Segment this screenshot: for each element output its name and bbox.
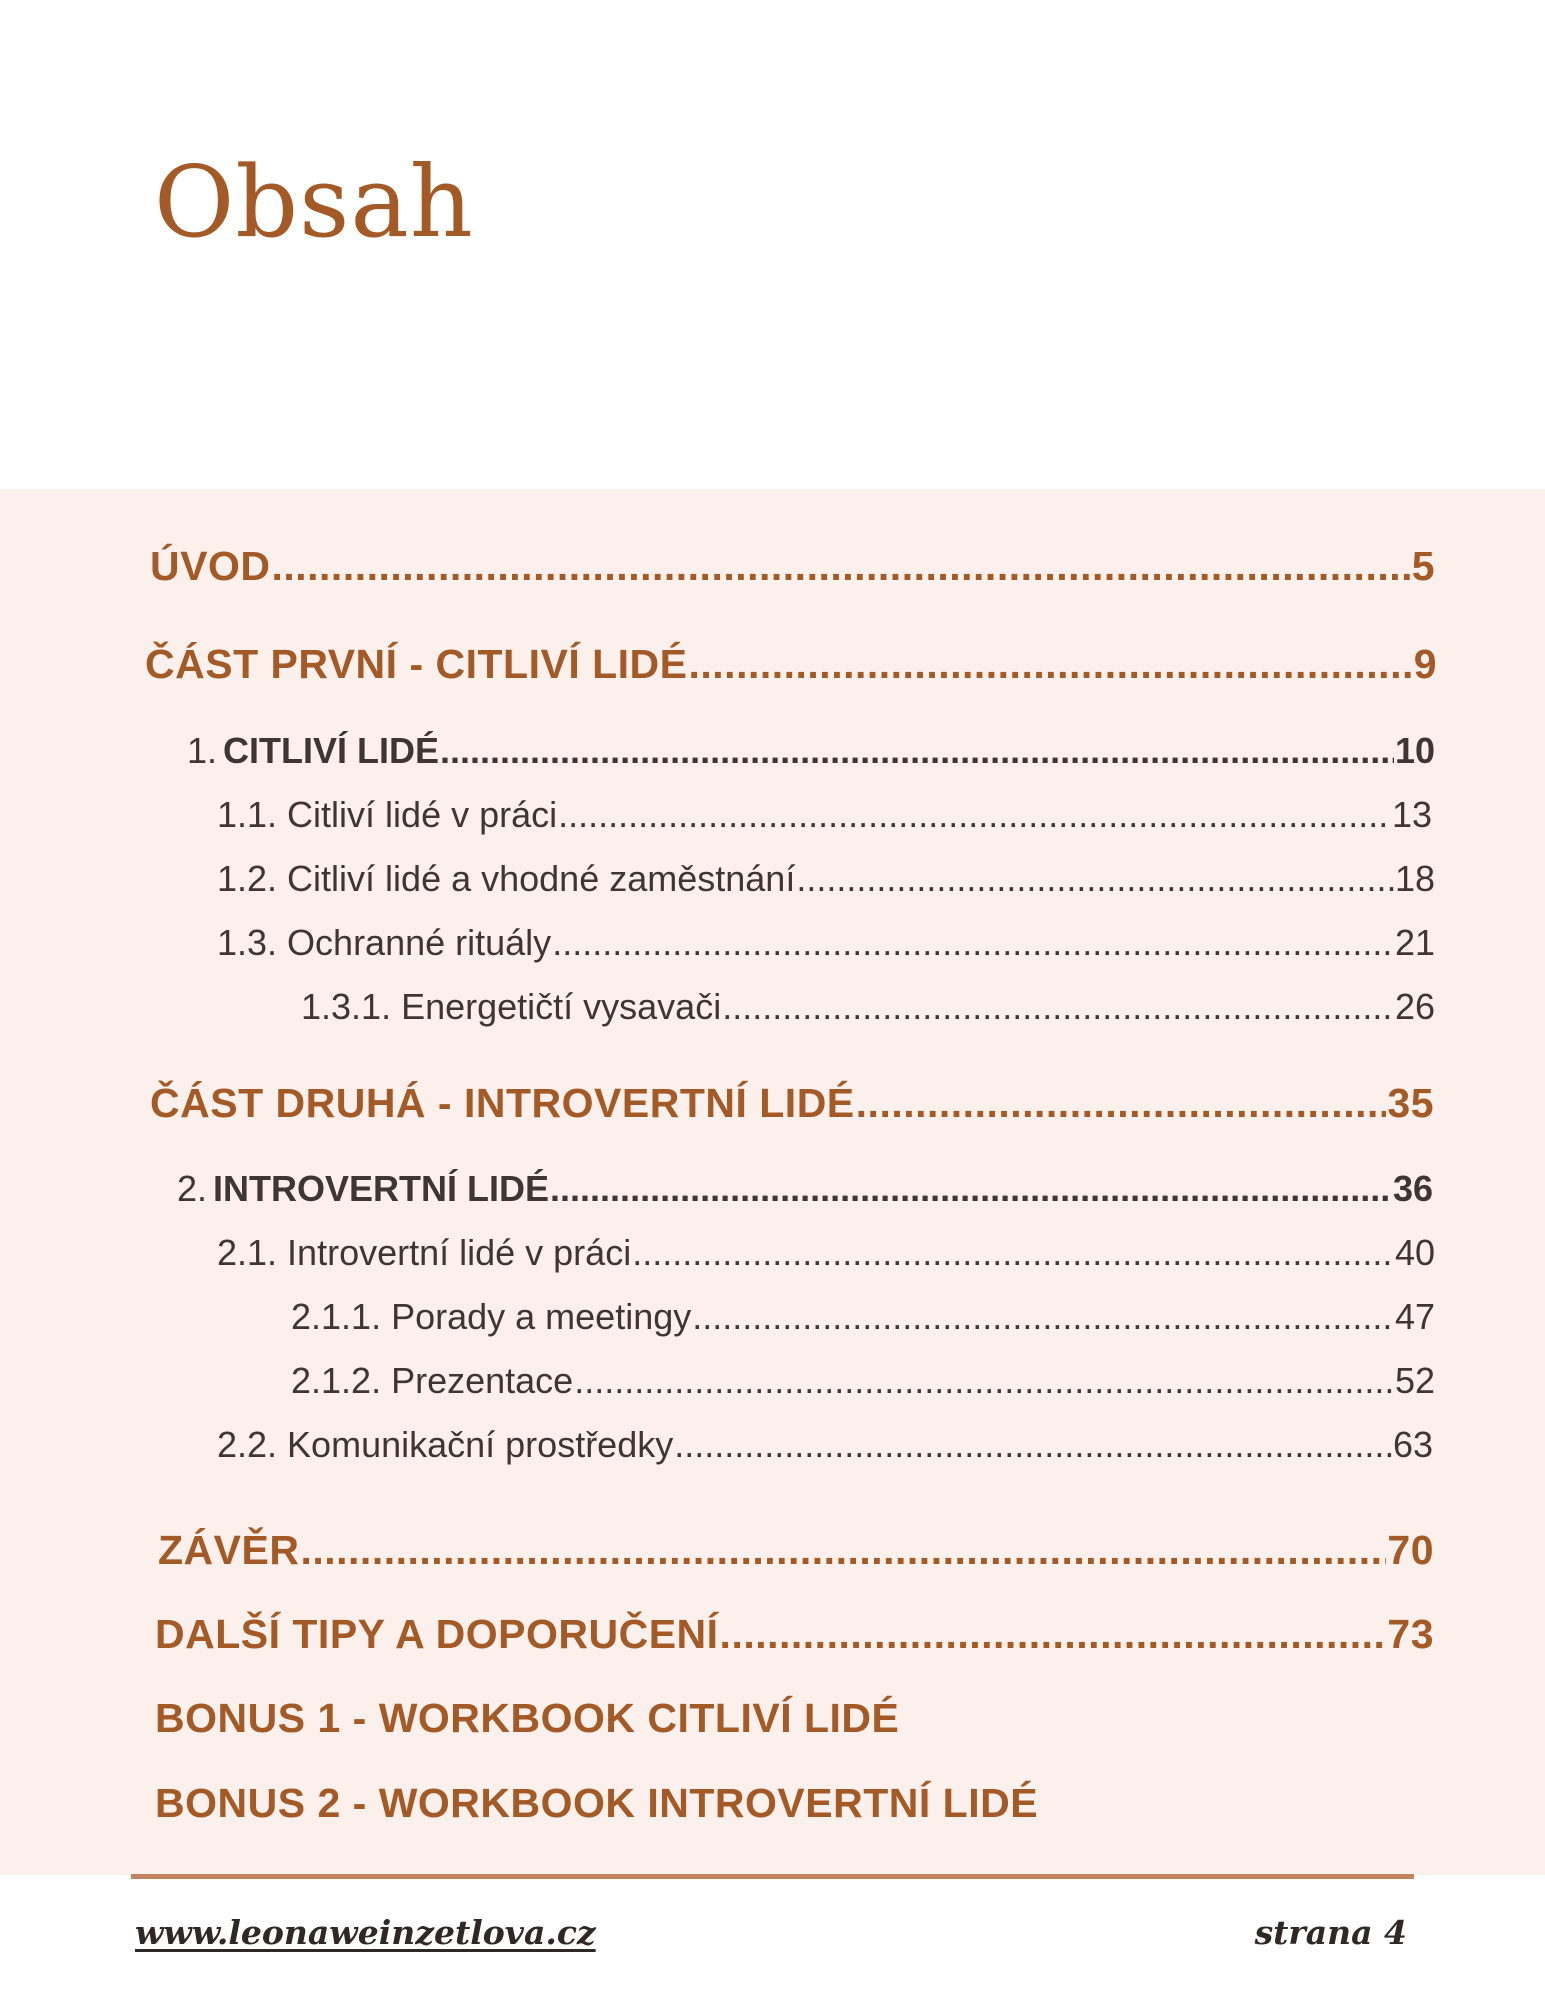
dot-leader (440, 730, 1394, 772)
toc-page-number: 18 (1394, 858, 1435, 899)
toc-page-number: 21 (1394, 922, 1435, 963)
toc-page-number: 9 (1413, 641, 1437, 687)
footer-divider (131, 1874, 1414, 1879)
toc-entry-section-2-1[interactable] (217, 1232, 1435, 1274)
toc-entry-title: 1.2. Citliví lidé a vhodné zaměstnání (217, 858, 796, 899)
dot-leader (674, 1424, 1392, 1466)
dot-leader (722, 986, 1394, 1028)
toc-entry-title: DALŠÍ TIPY A DOPORUČENÍ (155, 1611, 719, 1657)
toc-entry-section-2-1-2[interactable] (291, 1360, 1435, 1402)
chapter-title: CITLIVÍ LIDÉ (223, 730, 440, 771)
table-of-contents (0, 489, 1545, 1875)
toc-entry-chapter-2[interactable] (177, 1168, 1433, 1210)
dot-leader (692, 1296, 1394, 1338)
toc-entry-section-1-3[interactable] (217, 922, 1435, 964)
toc-page-number: 35 (1387, 1080, 1434, 1126)
toc-entry-title: 1.3.1. Energetičtí vysavači (301, 986, 722, 1027)
chapter-number: 2. (177, 1168, 208, 1209)
dot-leader (796, 858, 1394, 900)
toc-entry-title: BONUS 1 - WORKBOOK CITLIVÍ LIDÉ (155, 1695, 900, 1741)
toc-entry-section-1-2[interactable] (217, 858, 1435, 900)
toc-page-number: 10 (1394, 730, 1435, 771)
toc-entry-section-1-3-1[interactable] (301, 986, 1435, 1028)
dot-leader (632, 1232, 1394, 1274)
dot-leader (558, 794, 1391, 836)
footer-page-number: strana 4 (1254, 1913, 1407, 1952)
toc-page-number: 13 (1391, 794, 1432, 835)
toc-entry-zaver[interactable] (158, 1527, 1434, 1574)
toc-entry-title: 2.1.1. Porady a meetingy (291, 1296, 692, 1337)
toc-entry-title: ČÁST PRVNÍ - CITLIVÍ LIDÉ (145, 641, 688, 687)
toc-entry-section-1-1[interactable] (217, 794, 1432, 836)
dot-leader (552, 922, 1394, 964)
toc-page-number: 40 (1394, 1232, 1435, 1273)
toc-page-number: 47 (1394, 1296, 1435, 1337)
toc-page-number: 63 (1392, 1424, 1433, 1465)
toc-entry-title: BONUS 2 - WORKBOOK INTROVERTNÍ LIDÉ (155, 1780, 1039, 1826)
toc-entry-part-two[interactable] (150, 1080, 1434, 1127)
toc-entry-part-one[interactable] (145, 641, 1437, 688)
dot-leader (720, 1611, 1387, 1658)
toc-entry-title: 2.1. Introvertní lidé v práci (217, 1232, 632, 1273)
toc-entry-title (177, 1168, 549, 1210)
footer-website-link[interactable]: www.leonaweinzetlova.cz (135, 1913, 596, 1952)
toc-page-number: 5 (1411, 543, 1435, 589)
chapter-title: INTROVERTNÍ LIDÉ (213, 1168, 550, 1209)
chapter-number: 1. (187, 730, 218, 771)
toc-entry-title: 1.3. Ochranné rituály (217, 922, 552, 963)
toc-page-number: 52 (1394, 1360, 1435, 1401)
toc-page-number: 73 (1387, 1611, 1434, 1657)
toc-entry-bonus-2[interactable] (155, 1780, 1038, 1827)
toc-entry-section-2-1-1[interactable] (291, 1296, 1435, 1338)
toc-page-number: 70 (1387, 1527, 1434, 1573)
toc-page-number: 26 (1394, 986, 1435, 1027)
dot-leader (550, 1168, 1392, 1210)
page-title: Obsah (154, 146, 474, 260)
dot-leader (271, 543, 1410, 590)
toc-entry-title: ÚVOD (150, 543, 271, 589)
dot-leader (689, 641, 1413, 688)
dot-leader (574, 1360, 1394, 1402)
toc-entry-section-2-2[interactable] (217, 1424, 1433, 1466)
toc-entry-title: 2.2. Komunikační prostředky (217, 1424, 674, 1465)
toc-entry-title (187, 730, 439, 772)
toc-entry-title: 1.1. Citliví lidé v práci (217, 794, 558, 835)
toc-entry-bonus-1[interactable] (155, 1695, 899, 1742)
dot-leader (856, 1080, 1387, 1127)
toc-page-number: 36 (1392, 1168, 1433, 1209)
toc-entry-uvod[interactable] (150, 543, 1435, 590)
toc-entry-tips[interactable] (155, 1611, 1434, 1658)
toc-entry-title: ČÁST DRUHÁ - INTROVERTNÍ LIDÉ (150, 1080, 855, 1126)
toc-entry-title: ZÁVĚR (158, 1527, 300, 1573)
toc-entry-title: 2.1.2. Prezentace (291, 1360, 574, 1401)
dot-leader (300, 1527, 1386, 1574)
toc-entry-chapter-1[interactable] (187, 730, 1435, 772)
